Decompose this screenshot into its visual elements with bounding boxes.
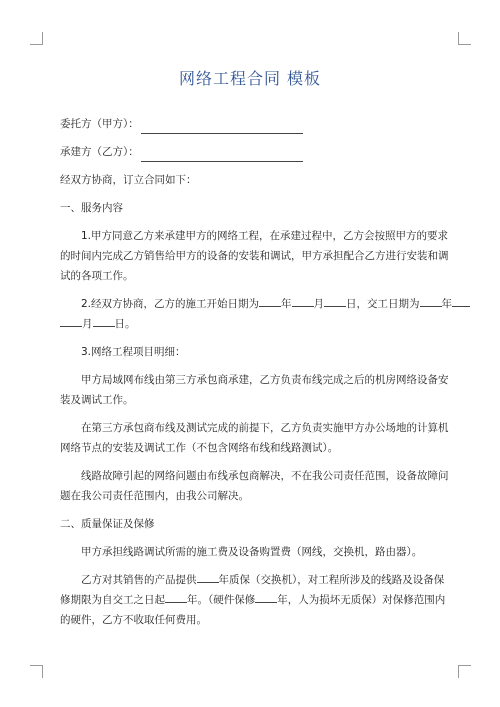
paragraph-1-line: 的时间内完成乙方销售给甲方的设备的安装和调试，甲方承担配合乙方进行安装和调: [60, 250, 449, 262]
paragraph-1: [60, 226, 449, 286]
blank-line: [165, 590, 187, 603]
paragraph-5-line: 网络节点的安装及调试工作（不包含网络布线和线路测试）。: [60, 442, 339, 454]
start-date-label: 2.经双方协商，乙方的施工开始日期为: [81, 298, 260, 310]
crop-mark-top-right: [458, 32, 471, 45]
warranty-text: 年，人为损坏无质保）对保修范围内: [277, 594, 446, 606]
paragraph-4-line: 装及调试工作。: [60, 394, 134, 406]
paragraph-7: 甲方承担线路调试所需的施工费及设备购置费（网线，交换机，路由器）。: [81, 546, 423, 558]
contractor-field: [60, 142, 440, 162]
contractor-blank: [141, 148, 303, 162]
paragraph-3: 3.网络工程项目明细：: [81, 346, 186, 358]
warranty-text: 年质保（交换机），对工程所涉及的线路及设备保: [218, 574, 445, 586]
warranty-text: 修期限为自交工之日起: [60, 594, 165, 606]
end-date-label: 日，交工日期为: [346, 298, 420, 310]
warranty-text: 乙方对其销售的产品提供: [81, 574, 197, 586]
client-blank: [141, 120, 303, 134]
paragraph-6-line: 线路故障引起的网络问题由布线承包商解决，不在我公司责任范围，设备故障问: [81, 470, 449, 482]
blank-line: [93, 314, 115, 327]
paragraph-6: [60, 466, 449, 506]
blank-line: [197, 570, 219, 583]
paragraph-6-line: 题在我公司责任范围内，由我公司解决。: [60, 490, 249, 502]
contractor-label: 承建方（乙方）：: [60, 146, 139, 158]
document-body: [60, 114, 453, 638]
month-label: 月: [313, 298, 325, 310]
paragraph-5: [60, 418, 449, 458]
client-field: [60, 114, 440, 134]
crop-mark-bottom-left: [30, 665, 43, 678]
paragraph-1-line: 1.甲方同意乙方来承建甲方的网络工程，在承建过程中，乙方会按照甲方的要求: [81, 230, 449, 242]
blank-line: [255, 590, 277, 603]
paragraph-4: [60, 370, 449, 410]
paragraph-1-line: 试的各项工作。: [60, 270, 134, 282]
blank-line: [259, 294, 281, 307]
paragraph-5-line: 在第三方承包商布线及测试完成的前提下，乙方负责实施甲方办公场地的计算机: [81, 422, 449, 434]
warranty-text: 年。（硬件保修: [187, 594, 256, 606]
section-heading-services: 一、服务内容: [60, 202, 123, 214]
blank-line: [60, 314, 82, 327]
paragraph-2: [60, 294, 453, 334]
crop-mark-top-left: [30, 32, 43, 45]
blank-line: [324, 294, 346, 307]
client-label: 委托方（甲方）：: [60, 118, 139, 130]
paragraph-8-line: [60, 570, 445, 590]
crop-mark-bottom-right: [458, 665, 471, 678]
month-label: 月: [82, 318, 93, 330]
blank-line: [452, 294, 470, 307]
paragraph-2-line: [60, 294, 453, 314]
document-title: 网络工程合同 模板: [178, 69, 322, 88]
day-label: 日。: [114, 318, 136, 330]
blank-line: [420, 294, 442, 307]
year-label: 年: [441, 298, 453, 310]
intro-text: 经双方协商，订立合同如下：: [60, 174, 197, 186]
section-heading-warranty: 二、质量保证及保修: [60, 518, 155, 530]
paragraph-8: [60, 570, 446, 630]
paragraph-2-line: [60, 314, 440, 334]
paragraph-8-line: [60, 590, 446, 610]
year-label: 年: [281, 298, 292, 310]
blank-line: [292, 294, 314, 307]
paragraph-8-line: 的硬件，乙方不收取任何费用。: [60, 614, 207, 626]
paragraph-4-line: 甲方局域网布线由第三方承包商承建，乙方负责布线完成之后的机房网络设备安: [81, 374, 449, 386]
